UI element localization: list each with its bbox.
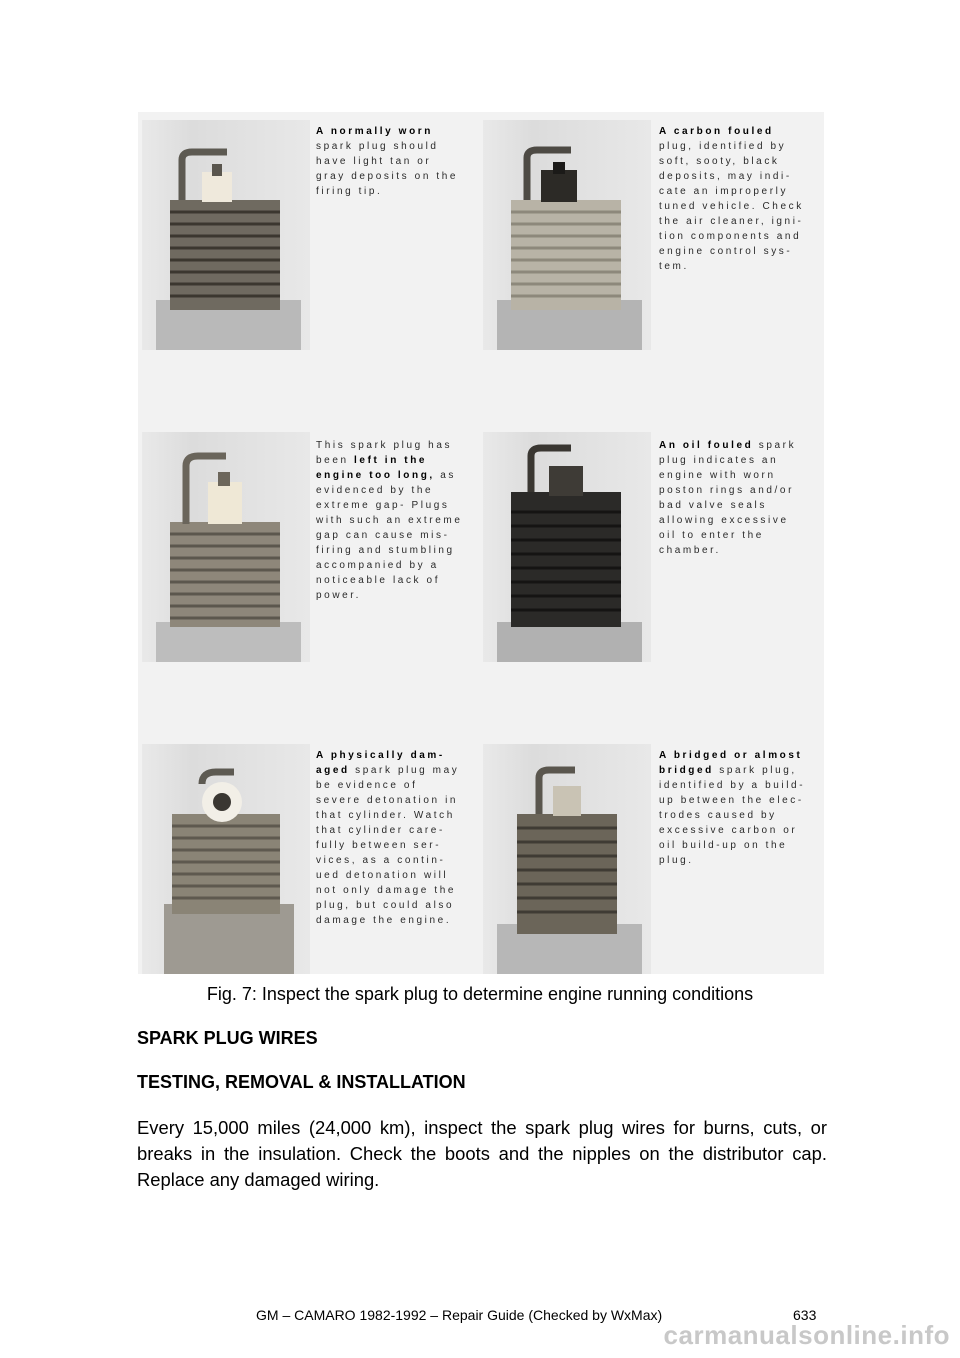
section-heading: SPARK PLUG WIRES: [137, 1028, 318, 1048]
caption-text: plug, but could also: [316, 900, 455, 911]
caption-line: [659, 853, 829, 868]
caption-text: spark plug should: [316, 141, 439, 152]
caption-text: noticeable lack of: [316, 575, 441, 586]
caption-line: [316, 184, 486, 199]
spark-plug-illustration: [483, 432, 651, 662]
caption-text: that cylinder. Watch: [316, 810, 455, 821]
caption-bold-text: A bridged or almost: [659, 750, 803, 761]
caption-line: [316, 823, 486, 838]
caption-line: [659, 778, 829, 793]
caption-line: [316, 883, 486, 898]
caption-text: identified by: [699, 141, 787, 152]
caption-line: [316, 868, 486, 883]
caption-text: soft, sooty, black: [659, 156, 780, 167]
caption-line: [316, 913, 486, 928]
caption-text: engine with worn: [659, 470, 776, 481]
caption-text: oil build-up on the: [659, 840, 788, 851]
caption-line: [659, 184, 829, 199]
caption-line: [659, 498, 829, 513]
spark-plug-illustration: [142, 432, 310, 662]
caption-line: [316, 573, 486, 588]
caption-line: [316, 808, 486, 823]
caption-bold-text: A normally worn: [316, 126, 433, 137]
caption-text: spark plug,: [713, 765, 797, 776]
caption-line: [659, 139, 829, 154]
caption-line: [659, 169, 829, 184]
caption-text: the air cleaner, igni-: [659, 216, 804, 227]
caption-line: [316, 528, 486, 543]
caption-bold-text: bridged: [659, 765, 714, 776]
spark-plug-photo-physically-damaged: [142, 744, 310, 974]
caption-text: vices, as a contin-: [316, 855, 446, 866]
caption-carbon-fouled: [659, 124, 829, 274]
caption-line: [659, 483, 829, 498]
caption-text: ued detonation will: [316, 870, 449, 881]
caption-line: [659, 259, 829, 274]
caption-text: chamber.: [659, 545, 721, 556]
caption-bold-text: A physically dam-: [316, 750, 445, 761]
caption-text: not only damage the: [316, 885, 457, 896]
caption-line: [316, 763, 486, 778]
caption-text: fully between ser-: [316, 840, 442, 851]
caption-normal-wear: [316, 124, 486, 199]
caption-text: oil to enter the: [659, 530, 764, 541]
caption-line: [659, 838, 829, 853]
caption-bold-text: An oil fouled: [659, 440, 754, 451]
caption-line: [316, 483, 486, 498]
caption-text: bad valve seals: [659, 500, 767, 511]
caption-text: been: [316, 455, 355, 466]
caption-line: [316, 898, 486, 913]
caption-text: with such an extreme: [316, 515, 463, 526]
caption-text: tem.: [659, 261, 689, 272]
caption-line: [316, 154, 486, 169]
caption-line: [316, 453, 486, 468]
caption-bold-text: A carbon fouled: [659, 126, 774, 137]
caption-bold-text: aged: [316, 765, 350, 776]
body-paragraph: Every 15,000 miles (24,000 km), inspect the spark plug wires for burns, cuts, or breaks in the insulation. Check the boots and the nipples on the distributor cap. Replace any damaged wiring.: [137, 1117, 827, 1190]
caption-text: allowing excessive: [659, 515, 789, 526]
caption-line: [316, 468, 486, 483]
caption-text: firing and stumbling: [316, 545, 455, 556]
caption-text: be evidence of: [316, 780, 418, 791]
caption-line: [659, 748, 829, 763]
spark-plug-photo-bridged: [483, 744, 651, 974]
caption-line: [659, 244, 829, 259]
caption-line: [659, 528, 829, 543]
spark-plug-illustration: [483, 744, 651, 974]
spark-plug-photo-oil-fouled: [483, 432, 651, 662]
caption-text: spark: [753, 440, 797, 451]
caption-text: accompanied by a: [316, 560, 439, 571]
caption-line: [316, 139, 486, 154]
caption-text: firing tip.: [316, 186, 383, 197]
footer-guide-title: GM – CAMARO 1982-1992 – Repair Guide (Checked by WxMax): [256, 1307, 663, 1323]
caption-text: deposits, may indi-: [659, 171, 792, 182]
caption-text: poston rings and/or: [659, 485, 795, 496]
caption-line: [659, 214, 829, 229]
subsection-heading: TESTING, REMOVAL & INSTALLATION: [137, 1072, 466, 1092]
caption-text: severe detonation in: [316, 795, 459, 806]
caption-text: spark plug may: [349, 765, 460, 776]
caption-line: [659, 763, 829, 778]
caption-line: [659, 438, 829, 453]
caption-line: [316, 558, 486, 573]
caption-text: plug indicates an: [659, 455, 779, 466]
spark-plug-photo-carbon-fouled: [483, 120, 651, 350]
caption-line: [659, 229, 829, 244]
caption-line: [316, 498, 486, 513]
caption-text: tion components and: [659, 231, 802, 242]
caption-line: [659, 793, 829, 808]
caption-line: [316, 793, 486, 808]
caption-line: [316, 438, 486, 453]
watermark: carmanualsonline.info: [663, 1320, 950, 1350]
caption-text: up between the elec-: [659, 795, 804, 806]
caption-line: [659, 543, 829, 558]
caption-bold-text: engine too long,: [316, 470, 435, 481]
caption-left-too-long: [316, 438, 486, 603]
caption-bridged: [659, 748, 829, 868]
caption-line: [316, 169, 486, 184]
caption-line: [659, 808, 829, 823]
spark-plug-illustration: [483, 120, 651, 350]
caption-line: [316, 543, 486, 558]
caption-text: tuned vehicle. Check: [659, 201, 804, 212]
caption-line: [316, 513, 486, 528]
caption-line: [659, 453, 829, 468]
caption-physically-damaged: [316, 748, 486, 928]
caption-text: evidenced by the: [316, 485, 434, 496]
caption-text: damage the engine.: [316, 915, 452, 926]
caption-text: plug.: [659, 855, 694, 866]
caption-text: engine control sys-: [659, 246, 793, 257]
caption-line: [316, 124, 486, 139]
caption-text: excessive carbon or: [659, 825, 798, 836]
spark-plug-photo-normal: [142, 120, 310, 350]
caption-text: that cylinder care-: [316, 825, 445, 836]
caption-line: [659, 124, 829, 139]
figure-caption: Fig. 7: Inspect the spark plug to determine engine running conditions: [206, 984, 754, 1004]
caption-text: have light tan or: [316, 156, 432, 167]
caption-text: cate an improperly: [659, 186, 789, 197]
caption-text: identified by a build-: [659, 780, 806, 791]
page-number: 633: [793, 1307, 817, 1323]
caption-line: [659, 468, 829, 483]
caption-text: gray deposits on the: [316, 171, 459, 182]
caption-line: [316, 778, 486, 793]
caption-line: [316, 838, 486, 853]
caption-text: plug,: [659, 141, 700, 152]
spark-plug-photo-left-too-long: [142, 432, 310, 662]
caption-text: This spark plug has: [316, 440, 453, 451]
caption-line: [316, 588, 486, 603]
caption-text: trodes caused by: [659, 810, 777, 821]
caption-line: [659, 154, 829, 169]
caption-text: gap can cause mis-: [316, 530, 450, 541]
spark-plug-illustration: [142, 744, 310, 974]
caption-text: as: [434, 470, 456, 481]
caption-line: [659, 823, 829, 838]
caption-text: power.: [316, 590, 362, 601]
spark-plug-illustration: [142, 120, 310, 350]
caption-line: [659, 199, 829, 214]
caption-text: extreme gap- Plugs: [316, 500, 450, 511]
caption-line: [316, 853, 486, 868]
caption-oil-fouled: [659, 438, 829, 558]
caption-line: [316, 748, 486, 763]
caption-bold-text: left in the: [354, 455, 428, 466]
caption-line: [659, 513, 829, 528]
